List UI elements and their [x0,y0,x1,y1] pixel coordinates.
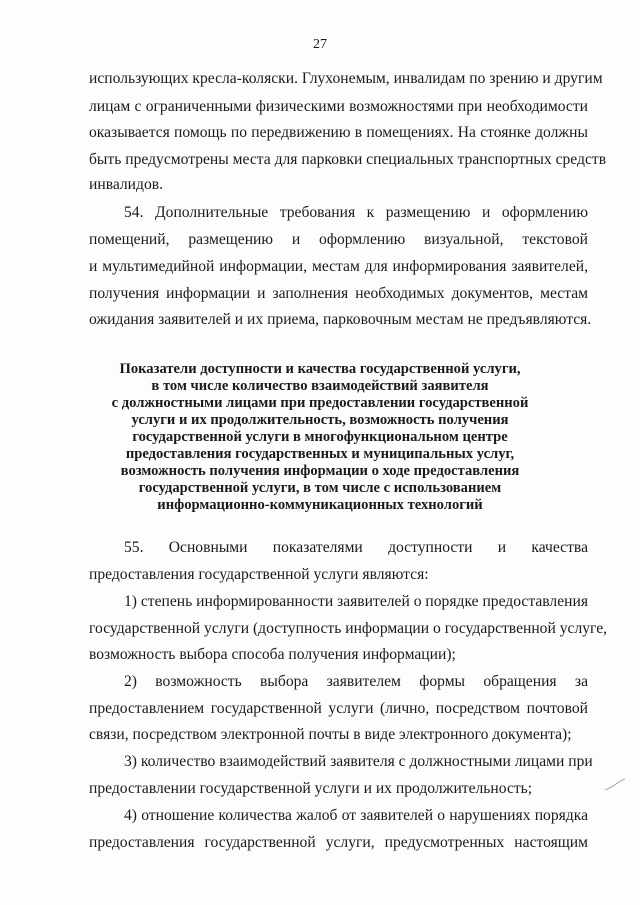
text-line: помещений, размещению и оформлению визуальной, текстовой [89,231,588,248]
heading-line: с должностными лицами при предоставлении государственной [111,395,529,411]
text-line: 3) количество взаимодействий заявителя с должностными лицами при [124,753,593,770]
text-line: 1) степень информированности заявителей о порядке предоставления [124,593,588,610]
page-number: 27 [313,37,327,52]
heading-line: услуги и их продолжительность, возможность получения [131,412,509,428]
text-line: связи, посредством электронной почты в виде электронного документа); [89,726,572,743]
heading-line: в том числе количество взаимодействий заявителя [151,378,489,394]
heading-line: государственной услуги, в том числе с использованием [138,480,502,496]
text-line: получения информации и заполнения необходимых документов, местам [89,285,588,302]
text-line: 54. Дополнительные требования к размещению и оформлению [124,204,588,221]
text-line: оказывается помощь по передвижению в помещениях. На стоянке должны [89,124,588,141]
text-line: 4) отношение количества жалоб от заявителей о нарушениях порядка [124,807,588,824]
text-line: инвалидов. [89,176,164,193]
text-line: быть предусмотрены места для парковки специальных транспортных средств [89,151,607,168]
heading-line: предоставления государственных и муниципальных услуг, [125,446,515,462]
text-line: ожидания заявителей и их приема, парковочным местам не предъявляются. [89,311,592,328]
text-line: предоставлением государственной услуги (лично, посредством почтовой [89,700,588,717]
heading-line: государственной услуги в многофункциональном центре [132,429,508,445]
text-line: предоставления государственной услуги являются: [89,566,429,583]
text-line: 2) возможность выбора заявителем формы обращения за [124,673,588,690]
text-line: предоставления государственной услуги, предусмотренных настоящим [89,834,588,851]
text-line: возможность выбора способа получения информации); [89,646,456,663]
margin-pen-mark [604,778,626,792]
text-line: лицам с ограниченными физическими возможностями при необходимости [89,98,588,115]
text-line: предоставлении государственной услуги и их продолжительность; [89,780,533,797]
text-line: 55. Основными показателями доступности и качества [124,539,588,556]
heading-line: информационно-коммуникационных технологий [157,497,483,513]
text-line: государственной услуги (доступность информации о государственной услуге, [89,620,608,637]
heading-line: Показатели доступности и качества государственной услуги, [119,361,521,377]
text-line: и мультимедийной информации, местам для информирования заявителей, [89,258,588,275]
text-line: использующих кресла-коляски. Глухонемым, инвалидам по зрению и другим [89,70,603,87]
heading-line: возможность получения информации о ходе предоставления [120,463,520,479]
